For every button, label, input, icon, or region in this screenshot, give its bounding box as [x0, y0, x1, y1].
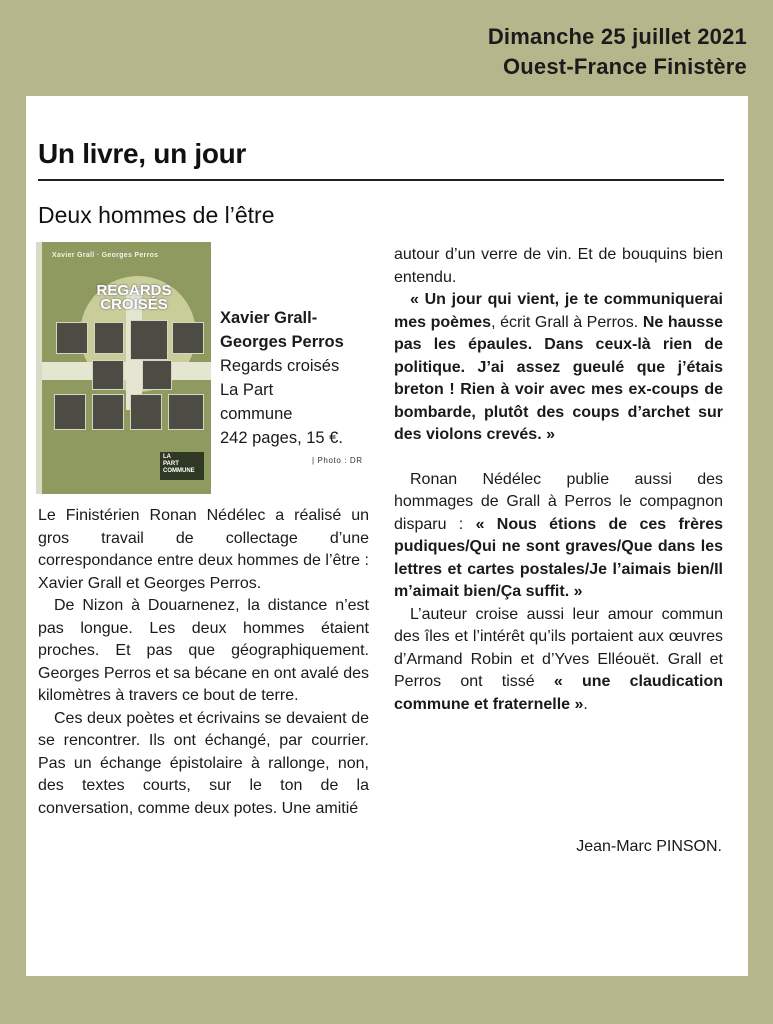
title-divider	[38, 179, 724, 181]
book-info	[220, 306, 344, 450]
paragraph: Le Finistérien Ronan Nédélec a réalisé un gros travail de collectage d’une correspondance entre deux hommes de l’être : Xavier Grall et Georges Perros.	[38, 507, 369, 592]
quote: « une claudication commune et fraternelle »	[394, 673, 723, 713]
publication-date: Dimanche 25 juillet 2021	[487, 24, 747, 49]
author-signature: Jean-Marc PINSON.	[576, 838, 722, 855]
paragraph: Ces deux poètes et écrivains se devaient de se rencontrer. Ils ont échangé, par courrier. Pas un échange épistolaire à rallonge, non, des textes courts, sur le ton de la conversation, comme deux potes. Une amitié	[38, 709, 369, 817]
book-pages-price: 242 pages, 15 €.	[220, 429, 343, 447]
cover-photo	[172, 322, 204, 354]
quote: « Nous étions de ces frères pudiques/Qui ne sont graves/Que dans les lettres et cartes postales/Je l’aimais bien/Il m’aimait bien/Ça suffit. »	[394, 515, 724, 600]
paragraph: « Un jour qui vient, je te communiquerai mes poèmes, écrit Grall à Perros. Ne hausse pas les épaules. Dans ceux-là rien de politique. J’ai assez gueulé que j’étais breton ! Rien à voir avec mes ex-coups de bombarde, plutôt des coups d’archet sur des violons crevés. »	[394, 291, 723, 443]
book-title: Regards croisés	[220, 357, 340, 375]
article-column-2	[394, 244, 723, 716]
cover-photo	[92, 360, 124, 390]
section-title: Un livre, un jour	[38, 138, 247, 169]
cover-photo	[142, 360, 172, 390]
cover-photo	[92, 394, 124, 430]
photo-credit: | Photo : DR	[312, 456, 363, 465]
cover-title-line1: REGARDS	[96, 282, 172, 299]
article-headline: Deux hommes de l’être	[38, 202, 275, 228]
paragraph: L’auteur croise aussi leur amour commun des îles et l’intérêt qu’ils portaient aux œuvres d’Armand Robin et d’Yves Elléouët. Grall et Perros ont tissé « une claudication commune et fraternelle ».	[394, 605, 723, 713]
cover-title	[74, 284, 194, 312]
quote: Ne hausse pas les épaules. Dans ceux-là rien de politique. J’ai assez gueulé que j’étais breton ! Rien à voir avec mes ex-coups de bombarde, plutôt des coups d’archet sur des violons crevés. »	[394, 313, 723, 443]
cover-photo	[54, 394, 86, 430]
paragraph: autour d’un verre de vin. Et de bouquins bien entendu.	[394, 246, 723, 286]
cover-authors: Xavier Grall · Georges Perros	[52, 252, 159, 259]
article-column-1	[38, 505, 369, 820]
paragraph: De Nizon à Douarnenez, la distance n’est pas longue. Les deux hommes étaient proches. Et pas que géographiquement. Georges Perros et sa bécane en ont avalé des kilomètres à travers ce bout de terre.	[38, 597, 369, 704]
quote: « Un jour qui vient, je te communiquerai mes poèmes	[394, 291, 723, 331]
article-page	[26, 96, 748, 976]
cover-title-line2: CROISÉS	[100, 296, 168, 313]
cover-photo	[94, 322, 124, 354]
publication-source: Ouest-France Finistère	[502, 54, 747, 79]
cover-photo	[168, 394, 204, 430]
book-cover-image	[36, 242, 211, 494]
book-publisher2: commune	[220, 405, 293, 423]
paragraph-gap	[394, 447, 723, 469]
book-publisher1: La Part	[220, 381, 274, 399]
book-author1: Xavier Grall-	[220, 309, 318, 327]
publication-header	[488, 22, 747, 82]
paragraph: Ronan Nédélec publie aussi des hommages de Grall à Perros le compagnon disparu : « Nous étions de ces frères pudiques/Qui ne sont graves/Que dans les lettres et cartes postales/Je l’aimais bien/Il m’aimait bien/Ça suffit. »	[394, 470, 724, 600]
book-author2: Georges Perros	[220, 333, 344, 351]
cover-photo	[130, 394, 162, 430]
cover-photo	[130, 320, 168, 360]
cover-photo	[56, 322, 88, 354]
publisher-logo: LA PART COMMUNE	[160, 452, 204, 480]
